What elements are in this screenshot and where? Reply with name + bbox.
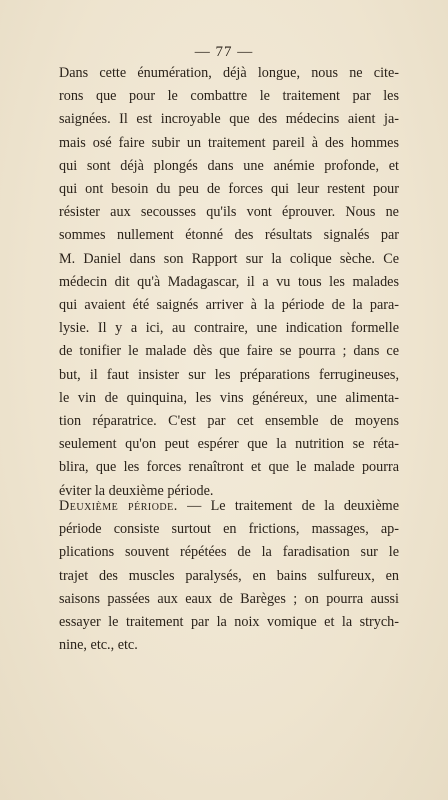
text-line: trajet des muscles paralysés, en bains sulfureux, en xyxy=(59,567,399,584)
text-line: M. Daniel dans son Rapport sur la colique sèche. Ce xyxy=(59,250,399,267)
text-line: de tonifier le malade dès que faire se pourra ; dans ce xyxy=(59,343,399,360)
text-line: saignées. Il est incroyable que des médecins aient ja- xyxy=(59,111,399,128)
section-heading: Deuxième période. xyxy=(59,498,178,514)
text-line: nine, etc., etc. xyxy=(59,637,138,654)
text-line: lysie. Il y a ici, au contraire, une indication formelle xyxy=(59,320,399,337)
text-line: médecin dit qu'à Madagascar, il a vu tous les malades xyxy=(59,273,399,290)
text-line: but, il faut insister sur les préparations ferrugineuses, xyxy=(59,366,399,383)
text-line: seulement qu'on peut espérer que la nutrition se réta- xyxy=(59,436,399,453)
text-line: blira, que les forces renaîtront et que le malade pourra xyxy=(59,459,399,476)
text-line: rons que pour le combattre le traitement par les xyxy=(59,88,399,105)
text-fragment: — Le traitement de la deuxième xyxy=(187,498,399,514)
text-line: mais osé faire subir un traitement pareil à des hommes xyxy=(59,134,399,151)
text-line: période consiste surtout en frictions, massages, ap- xyxy=(59,521,399,538)
text-line: éviter la deuxième période. xyxy=(59,482,214,499)
text-line: le vin de quinquina, les vins généreux, une alimenta- xyxy=(59,389,399,406)
text-line: sommes nullement étonné des résultats signalés par xyxy=(59,227,399,244)
page-number: — 77 — xyxy=(194,44,254,60)
text-line: résister aux secousses qu'ils vont éprouver. Nous ne xyxy=(59,204,399,221)
text-line xyxy=(59,495,399,518)
text-line: qui sont déjà plongés dans une anémie profonde, et xyxy=(59,157,399,174)
text-line: tion réparatrice. C'est par cet ensemble de moyens xyxy=(59,413,399,430)
text-line: qui ont besoin du peu de forces qui leur restent pour xyxy=(59,181,399,198)
text-line: saisons passées aux eaux de Barèges ; on pourra aussi xyxy=(59,590,399,607)
text-line: plications souvent répétées de la faradisation sur le xyxy=(59,544,399,561)
text-line: essayer le traitement par la noix vomique et la strych- xyxy=(59,614,399,631)
paragraph-bleeding-treatment xyxy=(59,62,399,503)
text-line: Dans cette énumération, déjà longue, nous ne cite- xyxy=(59,65,399,81)
text-line: qui avaient été saignés arriver à la période de la para- xyxy=(59,297,399,314)
paragraph-second-period xyxy=(59,495,399,657)
